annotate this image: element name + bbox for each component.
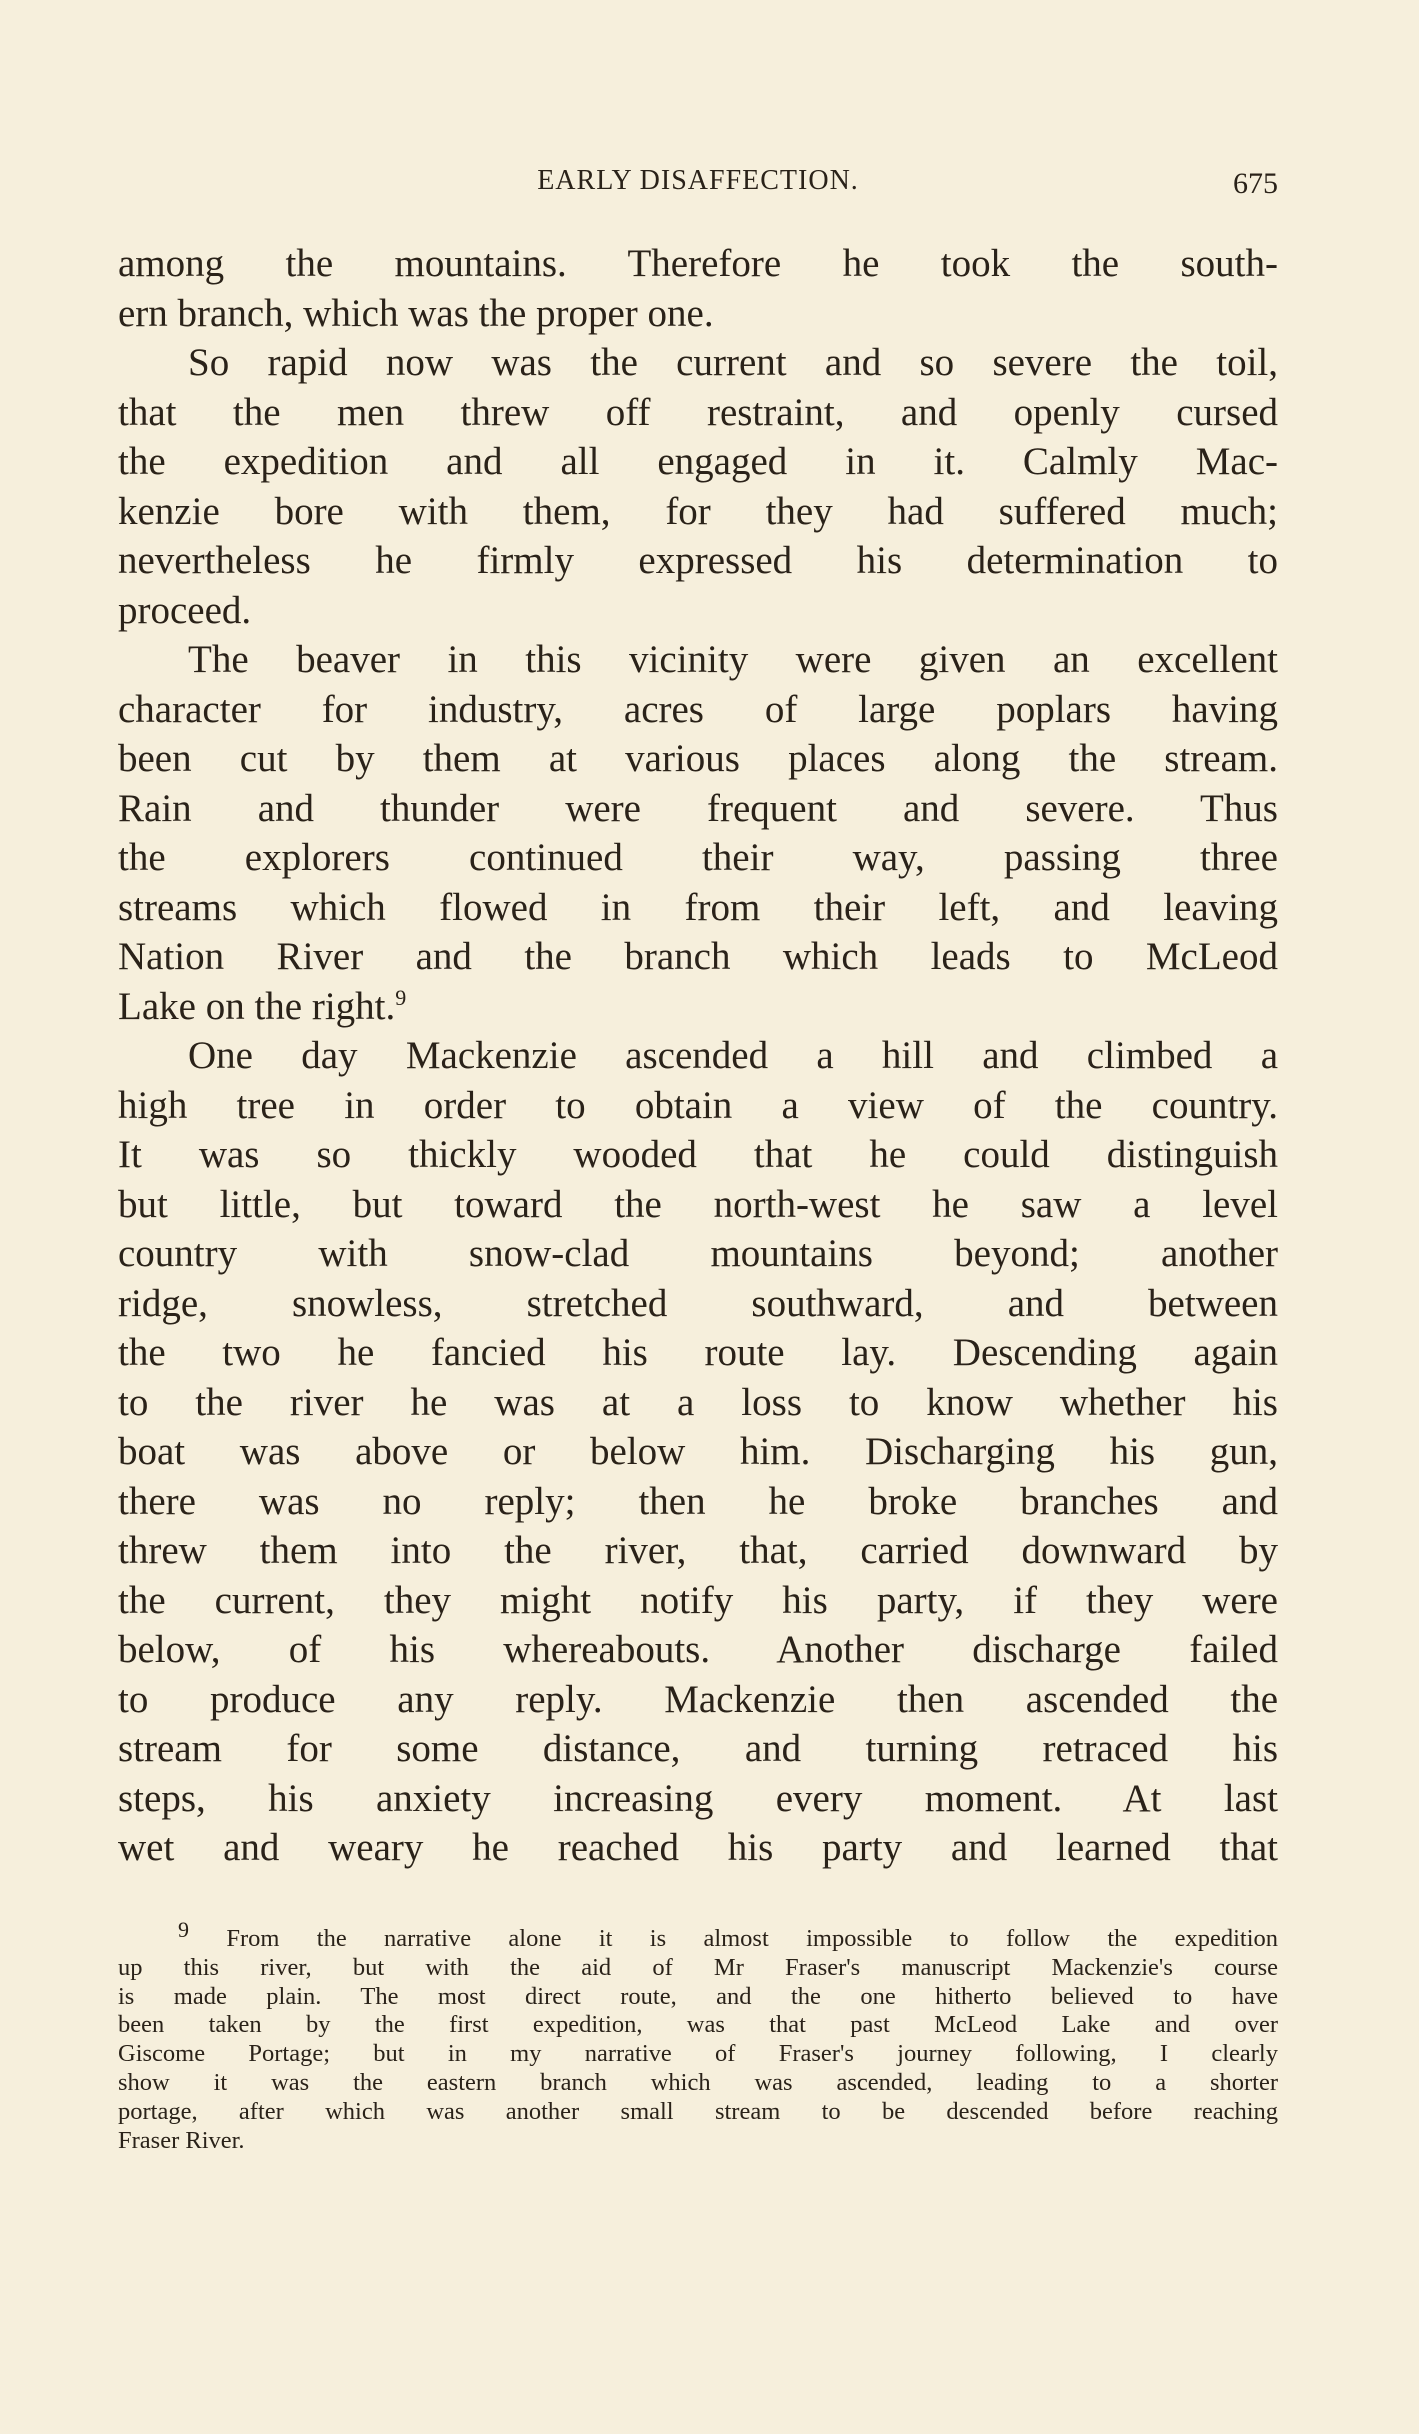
text-line: wet and weary he reached his party and learned that xyxy=(118,1826,1278,1869)
page-number: 675 xyxy=(1233,167,1278,200)
footnote-line: Giscome Portage; but in my narrative of Fraser's journey following, I clearly xyxy=(118,2040,1278,2068)
footnote-line: been taken by the first expedition, was that past McLeod Lake and over xyxy=(118,2011,1278,2039)
text-line: boat was above or below him. Discharging his gun, xyxy=(118,1430,1278,1473)
text-line: there was no reply; then he broke branches and xyxy=(118,1479,1278,1523)
footnote xyxy=(118,1916,1278,2155)
text-line: ridge, snowless, stretched southward, and between xyxy=(118,1281,1278,1325)
text-line: proceed. xyxy=(118,588,252,632)
text-line: Nation River and the branch which leads to McLeod xyxy=(118,935,1278,978)
text-line: to produce any reply. Mackenzie then ascended the xyxy=(118,1677,1278,1721)
text-line: character for industry, acres of large poplars having xyxy=(118,687,1278,731)
text-line: the current, they might notify his party, if they were xyxy=(118,1578,1278,1622)
footnote-line: portage, after which was another small stream to be descended before reaching xyxy=(118,2097,1278,2125)
text-line: stream for some distance, and turning retraced his xyxy=(118,1727,1278,1770)
footnote-line-content: From the narrative alone it is almost impossible to follow the expedition xyxy=(226,1925,1278,1952)
text-line: threw them into the river, that, carried downward by xyxy=(118,1529,1278,1572)
footnote-line: Fraser River. xyxy=(118,2126,245,2154)
text-line: ern branch, which was the proper one. xyxy=(118,291,714,335)
footnote-line-first xyxy=(118,1916,1278,1954)
text-line: below, of his whereabouts. Another discharge failed xyxy=(118,1628,1278,1671)
text-line: It was so thickly wooded that he could distinguish xyxy=(118,1133,1278,1176)
text-line: high tree in order to obtain a view of the country. xyxy=(118,1083,1278,1127)
text-line: So rapid now was the current and so severe the toil, xyxy=(188,341,1278,384)
running-head xyxy=(118,165,1278,205)
text-line: been cut by them at various places along the stream. xyxy=(118,737,1278,780)
footnote-line: show it was the eastern branch which was ascended, leading to a shorter xyxy=(118,2068,1278,2096)
text-line: that the men threw off restraint, and openly cursed xyxy=(118,390,1278,434)
text-line: among the mountains. Therefore he took the south- xyxy=(118,242,1278,285)
footnote-marker: 9 xyxy=(178,1916,189,1942)
footnote-line: is made plain. The most direct route, and the one hitherto believed to have xyxy=(118,1982,1278,2010)
text-line: kenzie bore with them, for they had suffered much; xyxy=(118,489,1278,533)
footnote-reference: 9 xyxy=(395,984,407,1010)
text-line: nevertheless he firmly expressed his determination to xyxy=(118,539,1278,582)
text-line: streams which flowed in from their left, and leaving xyxy=(118,885,1278,929)
running-title: EARLY DISAFFECTION. xyxy=(537,165,859,196)
text-line: the explorers continued their way, passing three xyxy=(118,836,1278,879)
text-line: The beaver in this vicinity were given an excellent xyxy=(188,638,1278,681)
text-line: Rain and thunder were frequent and severe. Thus xyxy=(118,786,1278,830)
text-line: to the river he was at a loss to know whether his xyxy=(118,1380,1278,1424)
text-line: steps, his anxiety increasing every moment. At last xyxy=(118,1776,1278,1820)
text-line: One day Mackenzie ascended a hill and climbed a xyxy=(188,1034,1278,1077)
text-line: the two he fancied his route lay. Descending again xyxy=(118,1331,1278,1374)
text-line-with-footnote-ref xyxy=(118,982,1278,1032)
text-line: the expedition and all engaged in it. Calmly Mac- xyxy=(118,440,1278,483)
body-text xyxy=(118,239,1278,1873)
text-line: country with snow-clad mountains beyond; another xyxy=(118,1232,1278,1275)
text-line-content: Lake on the right. xyxy=(118,984,396,1028)
footnote-line: up this river, but with the aid of Mr Fraser's manuscript Mackenzie's course xyxy=(118,1953,1278,1981)
text-line: but little, but toward the north-west he saw a level xyxy=(118,1182,1278,1226)
